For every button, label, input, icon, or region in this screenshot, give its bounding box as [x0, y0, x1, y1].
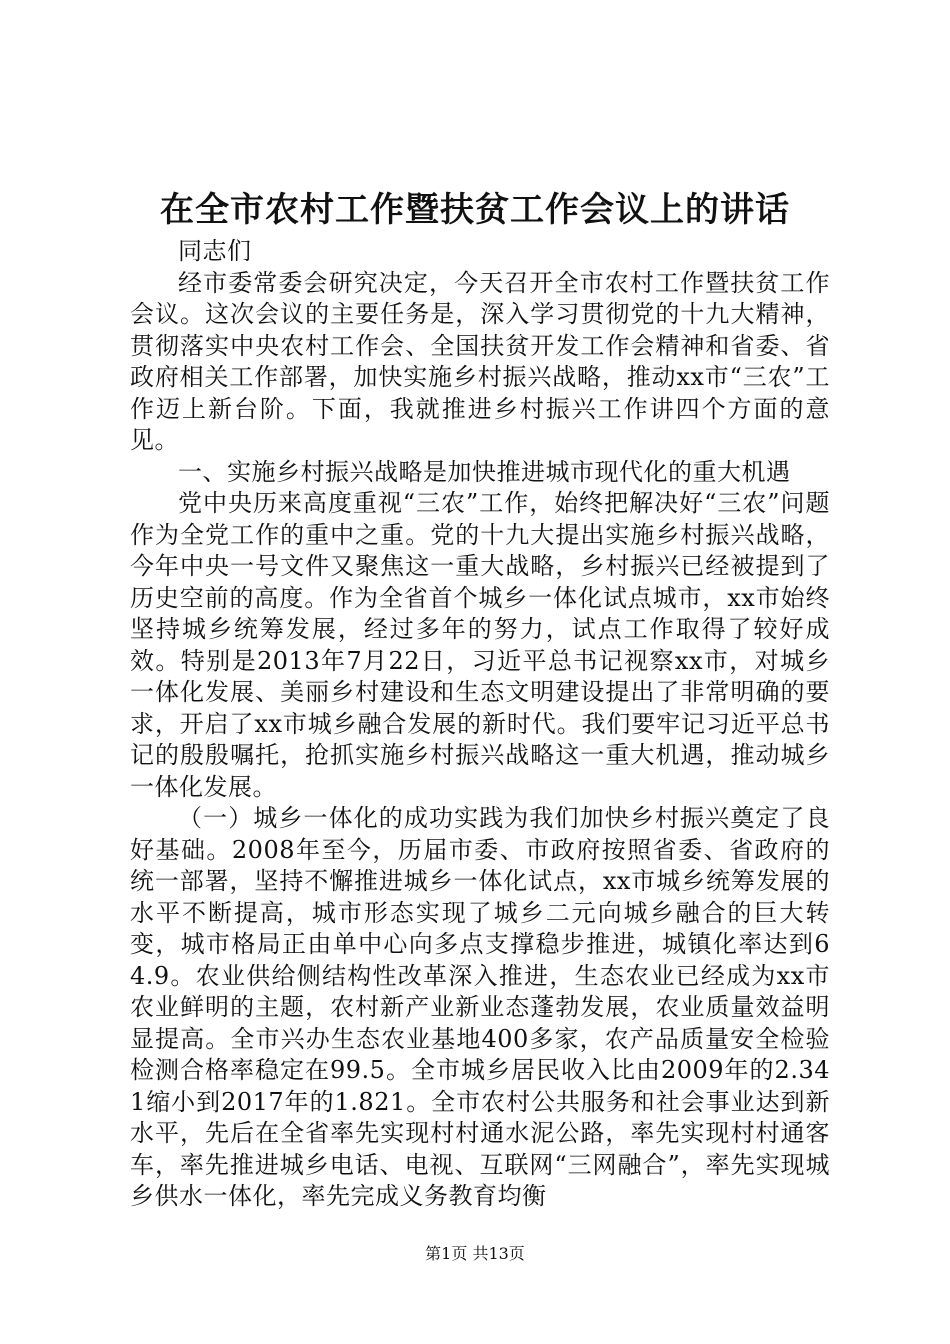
- salutation: 同志们: [178, 237, 252, 265]
- document-title: 在全市农村工作暨扶贫工作会议上的讲话: [160, 190, 790, 230]
- paragraph-intro: 经市委常委会研究决定，今天召开全市农村工作暨扶贫工作会议。这次会议的主要任务是，深入学习贯彻党的十九大精神，贯彻落实中央农村工作会、全国扶贫开发工作会精神和省委、省政府相关工作部署，加快实施乡村振兴战略，推动xx市“三农”工作迈上新台阶。下面，我就推进乡村振兴工作讲四个方面的意见。: [130, 268, 830, 454]
- section-heading-1: 一、实施乡村振兴战略是加快推进城市现代化的重大机遇: [178, 457, 791, 486]
- page-number: 第1页 共13页: [425, 1244, 525, 1263]
- paragraph-subsection-1: （一）城乡一体化的成功实践为我们加快乡村振兴奠定了良好基础。2008年至今，历届市委、市政府按照省委、省政府的统一部署，坚持不懈推进城乡一体化试点，xx市城乡统筹发展的水平不断提高，城市形态实现了城乡二元向城乡融合的巨大转变，城市格局正由单中心向多点支撑稳步推进，城镇化率达到64.9。农业供给侧结构性改革深入推进，生态农业已经成为xx市农业鲜明的主题，农村新产业新业态蓬勃发展，农业质量效益明显提高。全市兴办生态农业基地400多家，农产品质量安全检验检测合格率稳定在99.5。全市城乡居民收入比由2009年的2.341缩小到2017年的1.821。全市农村公共服务和社会事业达到新水平，先后在全省率先实现村村通水泥公路，率先实现村村通客车，率先推进城乡电话、电视、互联网“三网融合”，率先实现城乡供水一体化，率先完成义务教育均衡: [130, 804, 830, 1210]
- paragraph-section-1: 党中央历来高度重视“三农”工作，始终把解决好“三农”问题作为全党工作的重中之重。党的十九大提出实施乡村振兴战略，今年中央一号文件又聚焦这一重大战略，乡村振兴已经被提到了历史空前的高度。作为全省首个城乡一体化试点城市，xx市始终坚持城乡统筹发展，经过多年的努力，试点工作取得了较好成效。特别是2013年7月22日，习近平总书记视察xx市，对城乡一体化发展、美丽乡村建设和生态文明建设提出了非常明确的要求，开启了xx市城乡融合发展的新时代。我们要牢记习近平总书记的殷殷嘱托，抢抓实施乡村振兴战略这一重大机遇，推动城乡一体化发展。: [130, 489, 830, 801]
- document-body: [130, 236, 830, 1213]
